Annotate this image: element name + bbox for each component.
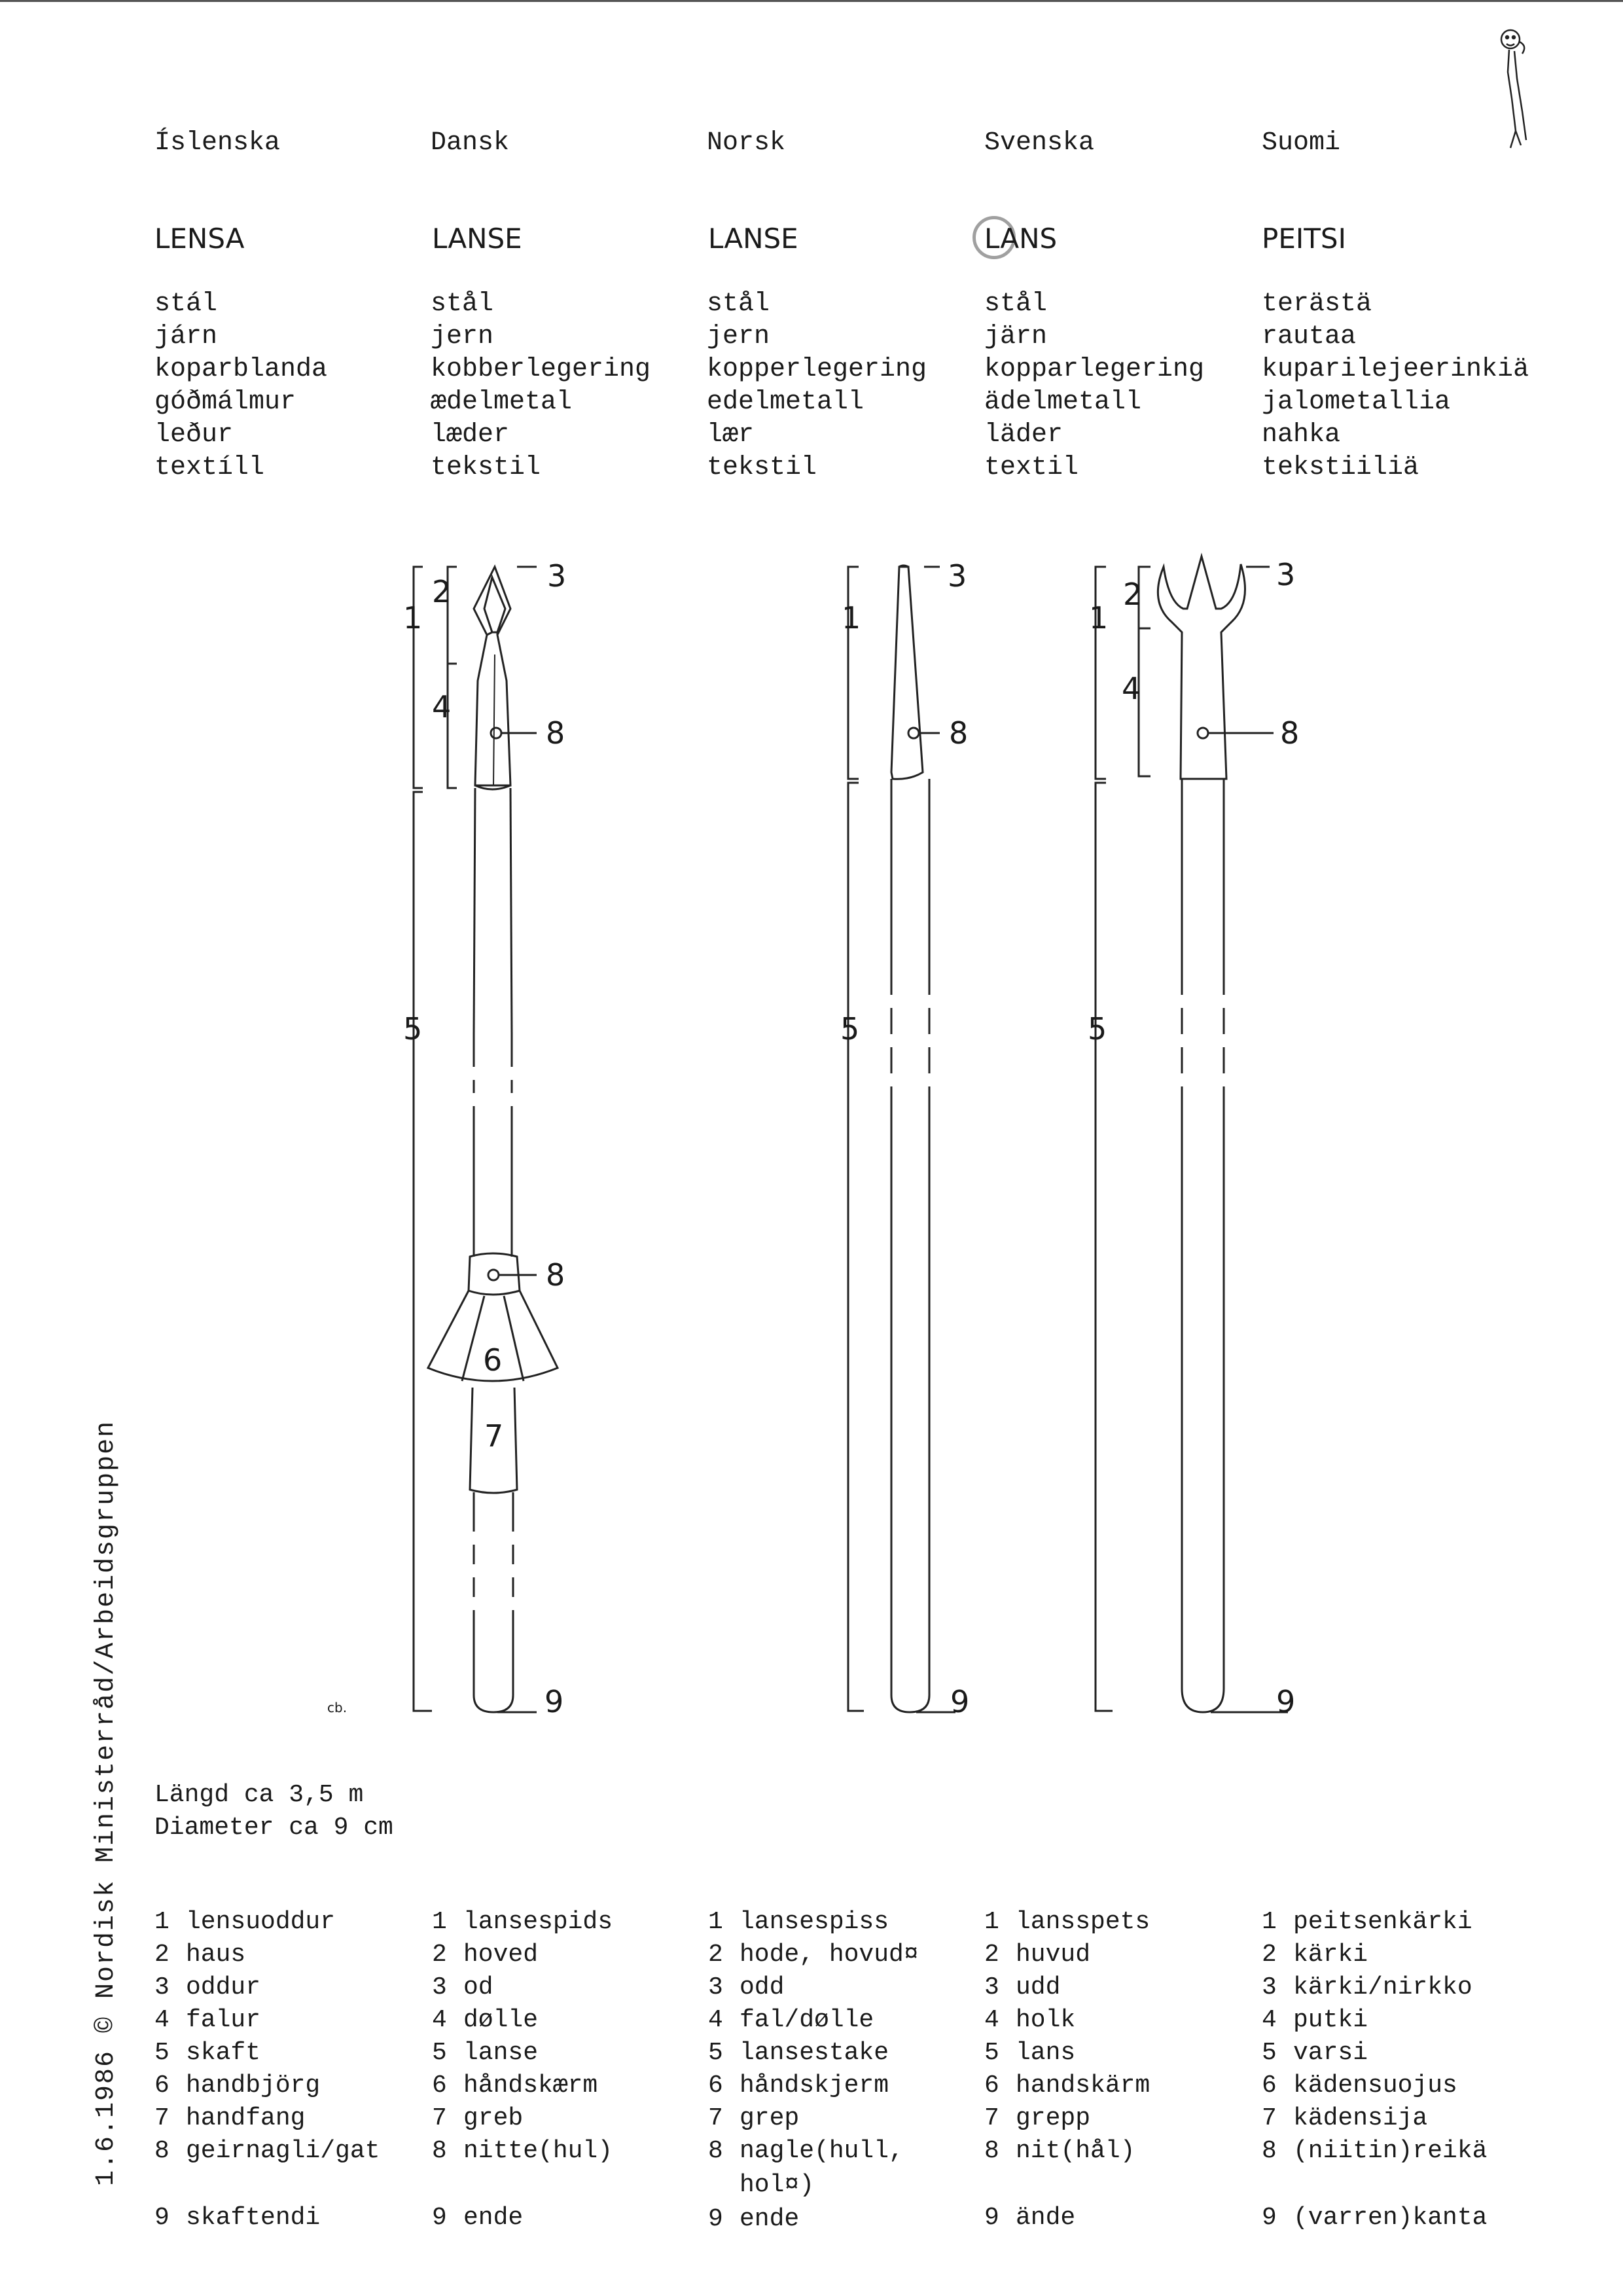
label-lance1-3: 3 (547, 558, 567, 594)
part-number: 6 (432, 2072, 447, 2100)
part-number: 2 (154, 1941, 169, 1969)
part-item (154, 2037, 380, 2070)
part-item (1262, 2070, 1487, 2102)
material-item: tekstiiliä (1262, 453, 1419, 482)
part-name: kädensija (1293, 2104, 1428, 2132)
material-item: kopperlegering (707, 355, 927, 384)
part-name: grepp (1016, 2104, 1091, 2132)
part-name: hode, hovud¤ (740, 1941, 919, 1969)
material-item: leður (154, 420, 234, 450)
label-lance1-5: 5 (403, 1011, 423, 1047)
label-lance2-5: 5 (840, 1011, 860, 1047)
label-lance1-4: 4 (432, 689, 452, 725)
material-item: nahka (1262, 420, 1341, 450)
part-item (154, 2202, 380, 2234)
material-item: stål (707, 289, 770, 319)
lance-three (1096, 556, 1288, 1712)
part-number: 9 (1262, 2204, 1277, 2232)
part-item (708, 2135, 919, 2168)
length-text: Längd ca 3,5 m (154, 1781, 364, 1809)
part-item (708, 2037, 919, 2070)
material-item: stál (154, 289, 218, 319)
material-item: terästä (1262, 289, 1372, 319)
part-number: 6 (984, 2072, 999, 2100)
part-number: 9 (708, 2205, 723, 2233)
part-name: nagle(hull, (740, 2137, 904, 2165)
label-lance3-4: 4 (1122, 671, 1141, 706)
parts-swedish (984, 1906, 1150, 2234)
label-lance1-6: 6 (483, 1342, 503, 1378)
material-item: tekstil (707, 453, 817, 482)
part-item (984, 2135, 1150, 2168)
label-lance3-5: 5 (1088, 1011, 1107, 1047)
part-item (432, 2135, 613, 2168)
part-name: skaftendi (186, 2204, 321, 2232)
part-name: lensuoddur (186, 1908, 336, 1936)
label-lance1-8b: 8 (546, 1257, 565, 1293)
part-item (984, 1939, 1150, 1971)
part-item (154, 1939, 380, 1971)
label-lance1-1: 1 (403, 600, 423, 636)
part-number: 1 (708, 1908, 723, 1936)
part-item (984, 2037, 1150, 2070)
lang-header-finnish: Suomi (1262, 128, 1341, 158)
part-name: oddur (186, 1973, 261, 2001)
part-name: lansspets (1016, 1908, 1150, 1936)
part-name: od (463, 1973, 493, 2001)
part-number: 1 (432, 1908, 447, 1936)
lance-two (848, 565, 955, 1712)
part-item (432, 2004, 613, 2037)
part-name: huvud (1016, 1941, 1091, 1969)
material-item: textíll (154, 453, 265, 482)
part-name: putki (1293, 2006, 1368, 2034)
part-number: 3 (708, 1973, 723, 2001)
part-item (708, 2203, 919, 2236)
part-name: ände (1016, 2204, 1076, 2232)
material-item: járn (154, 322, 218, 351)
part-item (708, 1939, 919, 1971)
part-item (984, 1906, 1150, 1939)
part-name: holk (1016, 2006, 1076, 2034)
part-number: 5 (1262, 2039, 1277, 2067)
material-item: stål (431, 289, 494, 319)
part-name: håndskjerm (740, 2072, 889, 2100)
part-item (154, 2004, 380, 2037)
part-number: 4 (1262, 2006, 1277, 2034)
material-item: kobberlegering (431, 355, 651, 384)
part-name: nitte(hul) (463, 2137, 613, 2165)
initials-mark: cb. (327, 1700, 348, 1715)
part-name: haus (186, 1941, 246, 1969)
part-item (432, 2070, 613, 2102)
label-lance1-7: 7 (484, 1418, 504, 1454)
part-name: håndskærm (463, 2072, 598, 2100)
part-item (1262, 2102, 1487, 2135)
part-number: 2 (708, 1941, 723, 1969)
label-lance1-9: 9 (544, 1684, 564, 1719)
label-lance2-9: 9 (950, 1684, 970, 1719)
part-number: 9 (154, 2204, 169, 2232)
part-item (154, 2102, 380, 2135)
part-number: 8 (984, 2137, 999, 2165)
part-number: 7 (154, 2104, 169, 2132)
lang-header-norwegian: Norsk (707, 128, 786, 158)
part-name: (varren)kanta (1293, 2204, 1488, 2232)
part-name: handskärm (1016, 2072, 1150, 2100)
part-number: 5 (984, 2039, 999, 2067)
label-lance3-8: 8 (1280, 715, 1300, 751)
material-item: ädelmetall (984, 387, 1142, 417)
material-item: edelmetall (707, 387, 865, 417)
part-item (154, 2070, 380, 2102)
part-item (708, 2102, 919, 2135)
part-number: 4 (708, 2006, 723, 2034)
part-number: 7 (984, 2104, 999, 2132)
part-number: 4 (432, 2006, 447, 2034)
parts-norwegian (708, 1906, 919, 2236)
material-item: textil (984, 453, 1079, 482)
part-number: 5 (154, 2039, 169, 2067)
part-name: lansespids (463, 1908, 613, 1936)
part-number: 7 (432, 2104, 447, 2132)
part-item (984, 2004, 1150, 2037)
part-item (1262, 1971, 1487, 2004)
part-name: fal/dølle (740, 2006, 874, 2034)
part-name: peitsenkärki (1293, 1908, 1472, 1936)
part-name: skaft (186, 2039, 261, 2067)
part-name: grep (740, 2104, 800, 2132)
part-item (984, 2202, 1150, 2234)
part-item (708, 1971, 919, 2004)
material-item: järn (984, 322, 1048, 351)
part-number: 4 (154, 2006, 169, 2034)
lang-header-danish: Dansk (431, 128, 510, 158)
material-item: stål (984, 289, 1048, 319)
part-number: 5 (708, 2039, 723, 2067)
part-number: 8 (154, 2137, 169, 2165)
part-name: handfang (186, 2104, 306, 2132)
label-lance1-2: 2 (432, 574, 452, 609)
label-lance2-8: 8 (949, 715, 969, 751)
part-name: handbjörg (186, 2072, 321, 2100)
part-item (984, 2102, 1150, 2135)
part-number: 7 (1262, 2104, 1277, 2132)
material-item: tekstil (431, 453, 541, 482)
part-number: 6 (154, 2072, 169, 2100)
part-number: 6 (708, 2072, 723, 2100)
part-item (1262, 2202, 1487, 2234)
part-name: odd (740, 1973, 785, 2001)
part-item (432, 2037, 613, 2070)
part-number: 1 (1262, 1908, 1277, 1936)
material-item: jalometallia (1262, 387, 1451, 417)
material-item: läder (984, 420, 1063, 450)
label-lance3-9: 9 (1276, 1684, 1296, 1719)
part-item (1262, 2135, 1487, 2168)
part-item (1262, 1906, 1487, 1939)
part-item (432, 2202, 613, 2234)
title-danish: LANSE (432, 223, 522, 255)
part-name: dølle (463, 2006, 539, 2034)
part-number: 1 (154, 1908, 169, 1936)
label-lance1-8: 8 (546, 715, 565, 751)
doodle-figure-icon (1501, 30, 1526, 148)
part-item (708, 2070, 919, 2102)
part-number: 8 (1262, 2137, 1277, 2165)
lance-one (414, 567, 558, 1712)
label-lance3-2: 2 (1123, 577, 1143, 612)
part-item (708, 2004, 919, 2037)
part-number: 2 (1262, 1941, 1277, 1969)
parts-danish (432, 1906, 613, 2234)
part-name: nit(hål) (1016, 2137, 1135, 2165)
side-credit-text: 1.6.1986 © Nordisk Ministerråd/Arbeidsgruppen (92, 1420, 121, 2186)
diameter-text: Diameter ca 9 cm (154, 1814, 393, 1842)
part-item (984, 1971, 1150, 2004)
part-number: 9 (984, 2204, 999, 2232)
part-item (432, 1971, 613, 2004)
label-lance2-3: 3 (948, 558, 967, 594)
part-number: 3 (984, 1973, 999, 2001)
part-number: 8 (708, 2137, 723, 2165)
part-item (154, 1906, 380, 1939)
part-name: (niitin)reikä (1293, 2137, 1488, 2165)
material-item: kuparilejeerinkiä (1262, 355, 1529, 384)
material-item: rautaa (1262, 322, 1357, 351)
part-item (1262, 2037, 1487, 2070)
part-number: 3 (154, 1973, 169, 2001)
material-item: jern (431, 322, 494, 351)
part-name: lans (1016, 2039, 1076, 2067)
parts-icelandic (154, 1906, 380, 2234)
part-name: varsi (1293, 2039, 1368, 2067)
part-item (984, 2070, 1150, 2102)
part-item (154, 2135, 380, 2168)
part-number: 3 (1262, 1973, 1277, 2001)
label-lance2-1: 1 (842, 600, 861, 636)
part-name: lansestake (740, 2039, 889, 2067)
part-item (154, 1971, 380, 2004)
part-name: lansespiss (740, 1908, 889, 1936)
title-norwegian: LANSE (708, 223, 798, 255)
part-name: kärki/nirkko (1293, 1973, 1472, 2001)
part-item (1262, 1939, 1487, 1971)
part-number: 9 (432, 2204, 447, 2232)
material-item: jern (707, 322, 770, 351)
label-lance3-3: 3 (1276, 557, 1296, 592)
part-item (432, 2102, 613, 2135)
material-item: kopparlegering (984, 355, 1205, 384)
part-name: lanse (463, 2039, 539, 2067)
part-name: geirnagli/gat (186, 2137, 380, 2165)
material-item: ædelmetal (431, 387, 573, 417)
part-name: kärki (1293, 1941, 1368, 1969)
part-name: udd (1016, 1973, 1061, 2001)
part-number: 6 (1262, 2072, 1277, 2100)
part-number: 2 (432, 1941, 447, 1969)
part-name: greb (463, 2104, 524, 2132)
lang-header-icelandic: Íslenska (154, 128, 281, 158)
part-name: hol¤) (740, 2171, 815, 2199)
part-name: falur (186, 2006, 261, 2034)
part-item (708, 1906, 919, 1939)
part-number: 5 (432, 2039, 447, 2067)
part-name: kädensuojus (1293, 2072, 1457, 2100)
part-item (1262, 2004, 1487, 2037)
material-item: læder (431, 420, 510, 450)
part-number: 8 (432, 2137, 447, 2165)
title-swedish: LANS (984, 223, 1058, 255)
lang-header-swedish: Svenska (984, 128, 1095, 158)
material-item: góðmálmur (154, 387, 296, 417)
label-lance3-1: 1 (1089, 600, 1109, 636)
part-item (432, 1906, 613, 1939)
part-number: 7 (708, 2104, 723, 2132)
title-icelandic: LENSA (154, 223, 245, 255)
title-finnish: PEITSI (1262, 223, 1346, 255)
part-name: ende (463, 2204, 524, 2232)
part-name: hoved (463, 1941, 539, 1969)
part-number: 4 (984, 2006, 999, 2034)
material-item: lær (707, 420, 755, 450)
part-number: 1 (984, 1908, 999, 1936)
part-number: 3 (432, 1973, 447, 2001)
part-name: ende (740, 2205, 800, 2233)
part-item (432, 1939, 613, 1971)
part-number: 2 (984, 1941, 999, 1969)
dimensions-block (154, 1779, 393, 1844)
parts-finnish (1262, 1906, 1487, 2234)
material-item: koparblanda (154, 355, 328, 384)
part-item-continuation (708, 2169, 919, 2202)
